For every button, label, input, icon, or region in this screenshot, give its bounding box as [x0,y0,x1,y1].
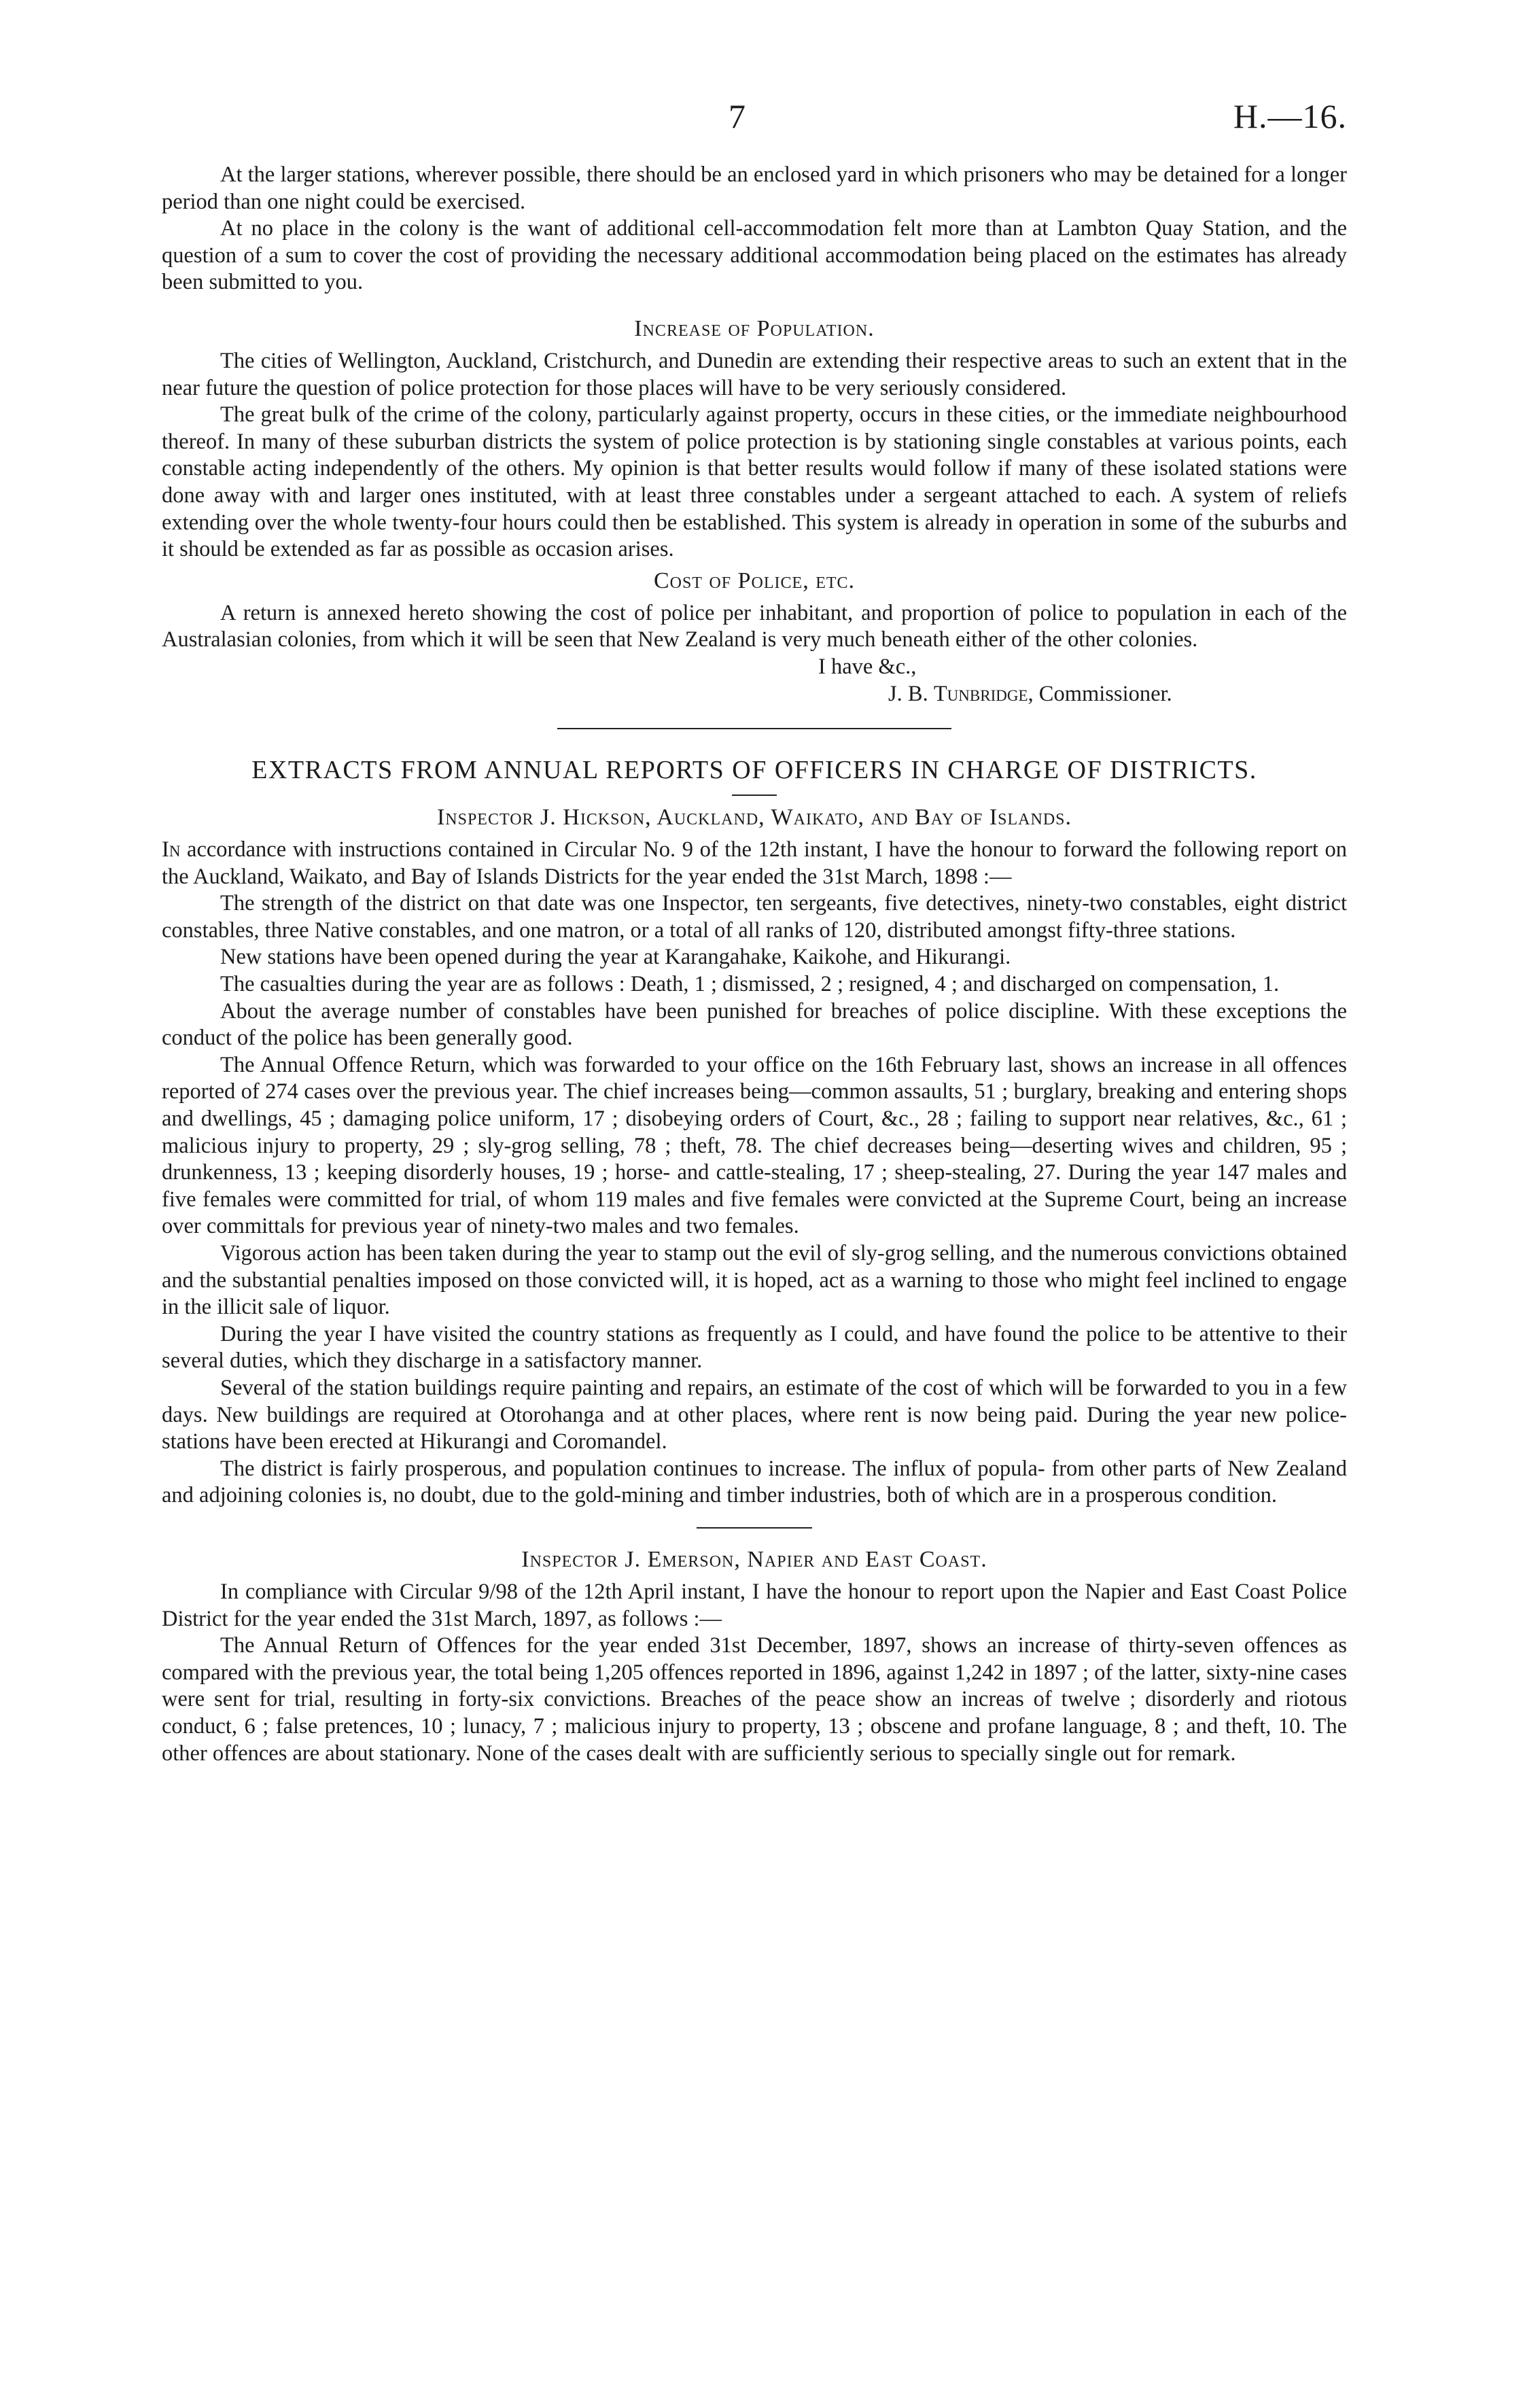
paragraph: The casualties during the year are as follows : Death, 1 ; dismissed, 2 ; resigned, 4 ; and discharged on compensation, 1. [220,972,1280,997]
section-heading-population: Increase of Population. [634,315,875,341]
paragraph: The Annual Offence Return, which was forwarded to your office on the 16th February last, shows an increase in all offences reported of 274 cases over the previous year. The chief increases being—common assaults, 51 ; burglary, breaking and entering shops and dwellings, 45 ; damaging police uniform, 17 ; disobeying orders of Court, &c., 28 ; failing to support near relatives, &c., 61 ; malicious injury to property, 29 ; sly-grog selling, 78 ; theft, 78. The chief decreases being—deserting wives and children, 95 ; drunkenness, 13 ; keeping disorderly houses, 19 ; horse- and cattle-stealing, 17 ; sheep-stealing, 27. During the year 147 males and five females were committed for trial, of whom 119 males and five females were convicted at the Supreme Court, being an increase over committals for previous year of ninety-two males and two females. [162,1052,1347,1239]
paragraph: Vigorous action has been taken during the year to stamp out the evil of sly-grog selling, and the numerous convictions obtained and the substantial penalties imposed on those convicted will, it is hoped, act as a warning to those who might feel inclined to engage in the illicit sale of liquor. [162,1241,1347,1320]
section-divider [697,1527,812,1529]
section-divider [557,728,951,729]
paragraph [162,837,1347,890]
signature-initials: J. B. [888,681,928,706]
paragraph: About the average number of constables have been punished for breaches of police discipline. With these exceptions the conduct of the police has been generally good. [162,998,1347,1051]
paragraph: New stations have been opened during the year at Karangahake, Kaikohe, and Hikurangi. [220,945,1011,970]
paragraph: The great bulk of the crime of the colony, particularly against property, occurs in these cities, or the immediate neighbourhood thereof. In many of these suburban districts the system of police protection is by stationing single constables at various points, each constable acting independently of the others. My opinion is that better results would follow if many of these isolated stations were done away with and larger ones instituted, with at least three constables under a sergeant attached to each. A system of reliefs extending over the whole twenty-four hours could then be established. This system is already in operation in some of the suburbs and it should be extended as far as possible as occasion arises. [162,402,1347,562]
paragraph-text: accordance with instructions contained in Circular No. 9 of the 12th instant, I have the honour to forward the following report on the Auckland, Waikato, and Bay of Islands Districts for the year ended the 31st March, 1898 :— [162,837,1347,889]
paragraph: At no place in the colony is the want of additional cell-accommodation felt more than at Lambton Quay Station, and the question of a sum to cover the cost of providing the necessary additional accommodation being placed on the estimates has already been submitted to you. [162,216,1347,295]
paragraph: Several of the station buildings require painting and repairs, an estimate of the cost of which will be forwarded to you in a few days. New buildings are required at Otorohanga and at other places, where rent is now being paid. During the year new police-stations have been erected at Hikurangi and Coromandel. [162,1375,1347,1454]
extracts-title: EXTRACTS FROM ANNUAL REPORTS OF OFFICERS IN CHARGE OF DISTRICTS. [251,756,1257,785]
signature-title: , Commissioner. [1028,681,1172,706]
paragraph: The strength of the district on that date was one Inspector, ten sergeants, five detectives, ninety-two constables, eight district constables, three Native constables, and one matron, or a total of all ranks of 120, distributed amongst fifty-three stations. [162,891,1347,943]
document-reference: H.—16. [1233,97,1347,135]
sign-off-greeting: I have &c., [818,654,917,679]
paragraph: In compliance with Circular 9/98 of the 12th April instant, I have the honour to report upon the Napier and East Coast Police District for the year ended the 31st March, 1897, as follows :— [162,1579,1347,1631]
page-number: 7 [729,97,746,135]
paragraph: The district is fairly prosperous, and population continues to increase. The influx of popula- from other parts of New Zealand and adjoining colonies is, no doubt, due to the gold-mining and timber industries, both of which are in a prosperous condition. [162,1456,1347,1508]
page-body [162,162,1347,1767]
paragraph: At the larger stations, wherever possible, there should be an enclosed yard in which prisoners who may be detained for a longer period than one night could be exercised. [162,162,1347,214]
paragraph: A return is annexed hereto showing the cost of police per inhabitant, and proportion of police to population in each of the Australasian colonies, from which it will be seen that New Zealand is very much beneath either of the other colonies. [162,600,1347,652]
section-heading-emerson: Inspector J. Emerson, Napier and East Coast. [521,1546,987,1572]
paragraph: During the year I have visited the country stations as frequently as I could, and have found the police to be attentive to their several duties, which they discharge in a satisfactory manner. [162,1321,1347,1374]
section-heading-cost: Cost of Police, etc. [653,568,856,593]
paragraph: The Annual Return of Offences for the year ended 31st December, 1897, shows an increase of thirty-seven offences as compared with the previous year, the total being 1,205 offences reported in 1896, against 1,242 in 1897 ; of the latter, sixty-nine cases were sent for trial, resulting in forty-six convictions. Breaches of the peace show an increas of twelve ; disorderly and riotous conduct, 6 ; false pretences, 10 ; lunacy, 7 ; malicious injury to property, 13 ; obscene and profane language, 8 ; and theft, 10. The other offences are about stationary. None of the cases dealt with are sufficiently serious to specially single out for remark. [162,1633,1347,1766]
title-underline [732,795,777,796]
signature-name: Tunbridge [933,681,1028,706]
signature-line [162,681,1347,708]
paragraph: The cities of Wellington, Auckland, Cristchurch, and Dunedin are extending their respective areas to such an extent that in the near future the question of police protection for those places will have to be very seriously considered. [162,348,1347,400]
section-heading-hickson: Inspector J. Hickson, Auckland, Waikato, and Bay of Islands. [436,805,1072,831]
lead-word: In [162,837,181,862]
